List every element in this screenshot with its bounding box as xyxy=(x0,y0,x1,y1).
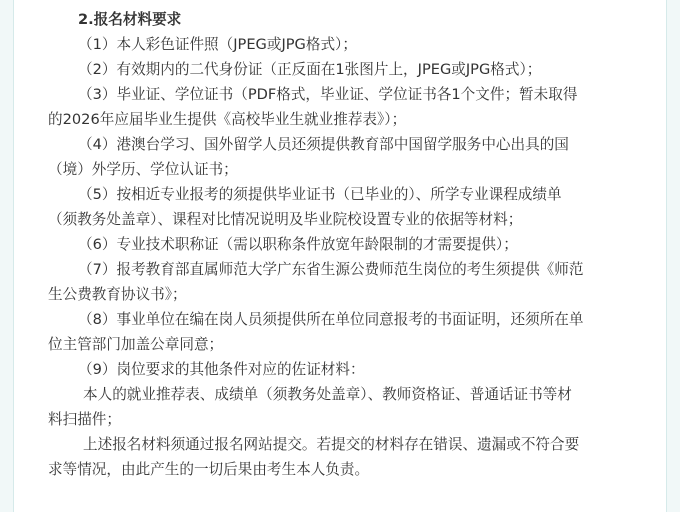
requirement-4-continued: （境）外学历、学位认证书； xyxy=(48,161,238,178)
requirement-8: （8）事业单位在编在岗人员须提供所在单位同意报考的书面证明，还须所在单 xyxy=(78,311,584,328)
supporting-materials-continued: 料扫描件； xyxy=(48,411,121,428)
requirement-1: （1）本人彩色证件照（JPEG或JPG格式）； xyxy=(78,36,357,53)
requirement-9: （9）岗位要求的其他条件对应的佐证材料： xyxy=(78,361,365,378)
left-page-edge xyxy=(0,0,14,512)
requirement-8-continued: 位主管部门加盖公章同意； xyxy=(48,336,224,353)
requirement-6: （6）专业技术职称证（需以职称条件放宽年龄限制的才需要提供）； xyxy=(78,236,518,253)
requirement-5-continued: （须教务处盖章）、课程对比情况说明及毕业院校设置专业的依据等材料； xyxy=(48,211,523,228)
requirement-5: （5）按相近专业报考的须提供毕业证书（已毕业的）、所学专业课程成绩单 xyxy=(78,186,562,203)
requirement-3-continued: 的2026年应届毕业生提供《高校毕业生就业推荐表》）； xyxy=(48,111,407,128)
submission-note: 上述报名材料须通过报名网站提交。若提交的材料存在错误、遗漏或不符合要 xyxy=(83,436,580,453)
right-page-edge xyxy=(666,0,680,512)
section-heading: 2.报名材料要求 xyxy=(78,11,182,28)
article-content xyxy=(48,7,644,482)
requirement-4: （4）港澳台学习、国外留学人员还须提供教育部中国留学服务中心出具的国 xyxy=(78,136,569,153)
requirement-3: （3）毕业证、学位证书（PDF格式，毕业证、学位证书各1个文件；暂未取得 xyxy=(78,86,578,103)
requirement-7: （7）报考教育部直属师范大学广东省生源公费师范生岗位的考生须提供《师范 xyxy=(78,261,584,278)
requirement-7-continued: 生公费教育协议书》； xyxy=(48,286,187,303)
requirement-2: （2）有效期内的二代身份证（正反面在1张图片上，JPEG或JPG格式）； xyxy=(78,61,542,78)
submission-note-continued: 求等情况，由此产生的一切后果由考生本人负责。 xyxy=(48,461,370,478)
supporting-materials: 本人的就业推荐表、成绩单（须教务处盖章）、教师资格证、普通话证书等材 xyxy=(83,386,572,403)
